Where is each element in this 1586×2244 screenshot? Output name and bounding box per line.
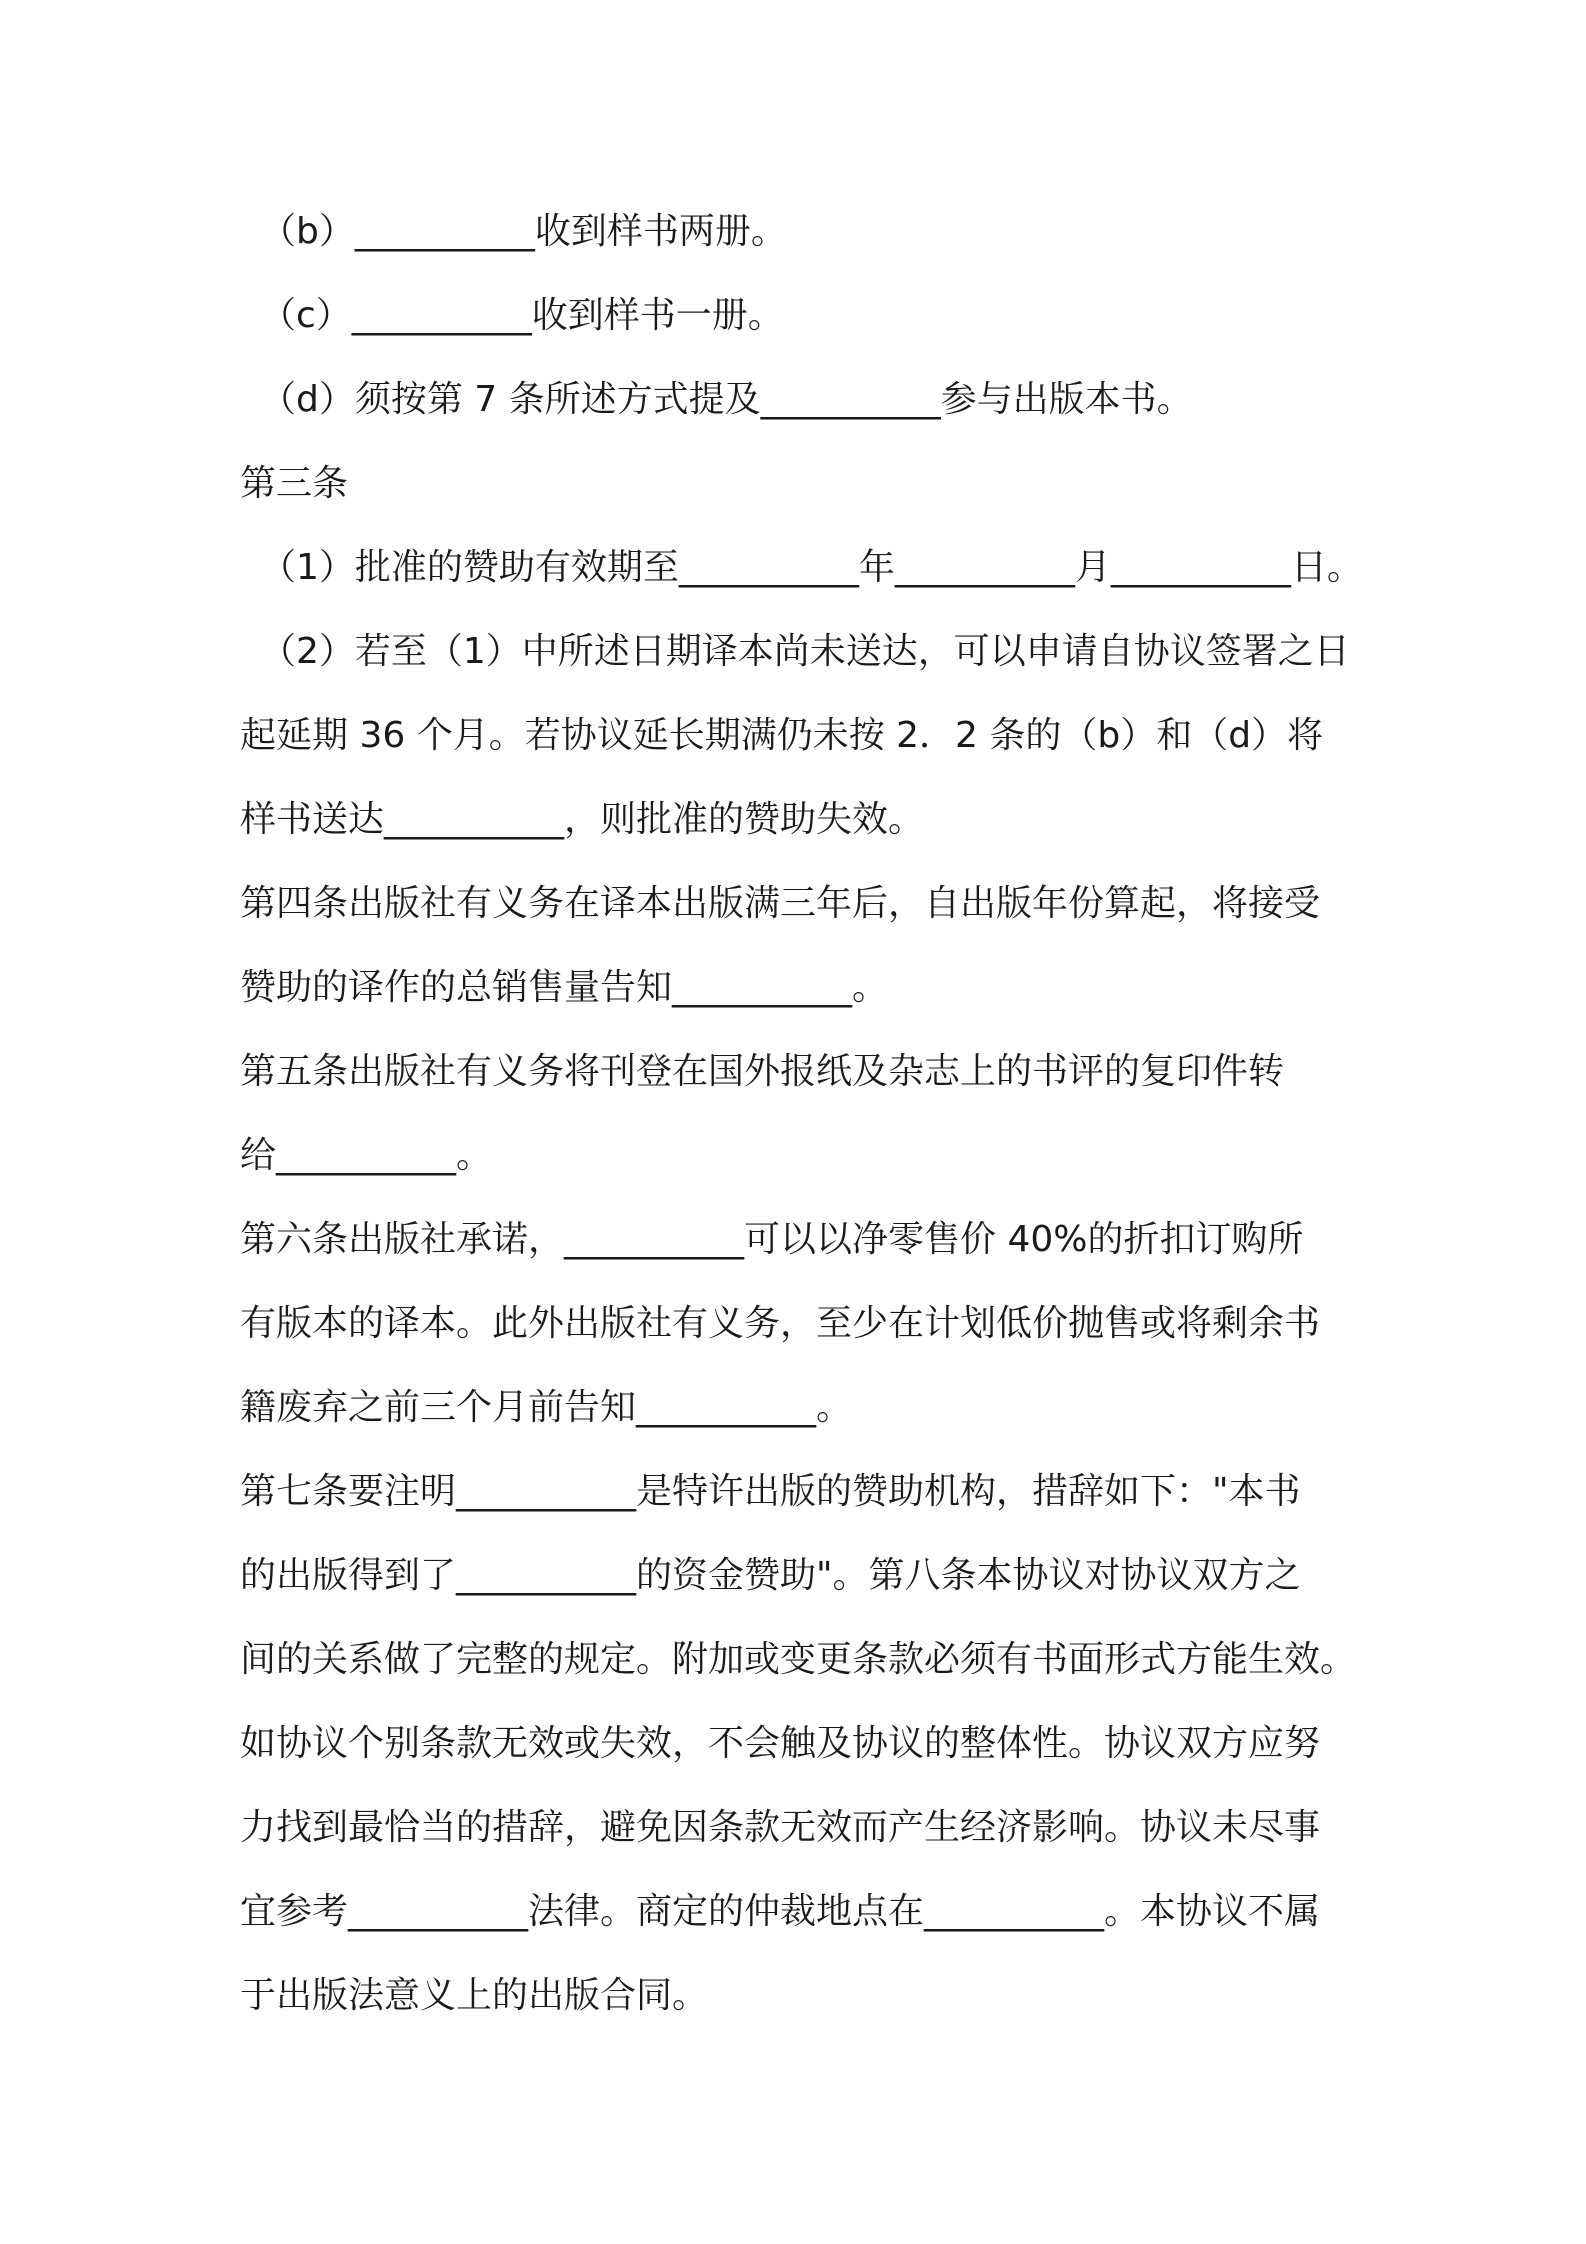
clause-3-1: （1）批准的赞助有效期至__________年__________月__________日。 [260, 547, 1363, 588]
article-4-line-1: 第四条出版社有义务在译本出版满三年后，自出版年份算起，将接受 [240, 883, 1321, 924]
article-4-line-2: 赞助的译作的总销售量告知__________。 [240, 967, 889, 1008]
clause-2-2-c: （c）__________收到样书一册。 [260, 295, 784, 336]
clause-2-2-d: （d）须按第 7 条所述方式提及__________参与出版本书。 [260, 379, 1193, 420]
article-7-line-1: 第七条要注明__________是特许出版的赞助机构，措辞如下："本书 [240, 1471, 1301, 1512]
clause-3-2-line-1: （2）若至（1）中所述日期译本尚未送达，可以申请自协议签署之日 [260, 631, 1350, 672]
article-8-line-3: 间的关系做了完整的规定。附加或变更条款必须有书面形式方能生效。 [240, 1639, 1357, 1680]
clause-3-2-line-2: 起延期 36 个月。若协议延长期满仍未按 2．2 条的（b）和（d）将 [240, 715, 1324, 756]
article-3-heading: 第三条 [240, 463, 349, 504]
article-5-line-2: 给__________。 [240, 1135, 493, 1176]
article-8-line-5: 力找到最恰当的措辞，避免因条款无效而产生经济影响。协议未尽事 [240, 1807, 1321, 1848]
article-8-line-6: 宜参考__________法律。商定的仲裁地点在__________。本协议不属 [240, 1891, 1321, 1932]
article-5-line-1: 第五条出版社有义务将刊登在国外报纸及杂志上的书评的复印件转 [240, 1051, 1285, 1092]
article-7-8-line-2: 的出版得到了__________的资金赞助"。第八条本协议对协议双方之 [240, 1555, 1301, 1596]
article-6-line-3: 籍废弃之前三个月前告知__________。 [240, 1387, 853, 1428]
clause-3-2-line-3: 样书送达__________，则批准的赞助失效。 [240, 799, 925, 840]
article-8-line-7: 于出版法意义上的出版合同。 [240, 1975, 709, 2016]
article-6-line-1: 第六条出版社承诺，__________可以以净零售价 40%的折扣订购所 [240, 1219, 1304, 1260]
article-8-line-4: 如协议个别条款无效或失效，不会触及协议的整体性。协议双方应努 [240, 1723, 1321, 1764]
article-6-line-2: 有版本的译本。此外出版社有义务，至少在计划低价抛售或将剩余书 [240, 1303, 1321, 1344]
clause-2-2-b: （b）__________收到样书两册。 [260, 211, 787, 252]
